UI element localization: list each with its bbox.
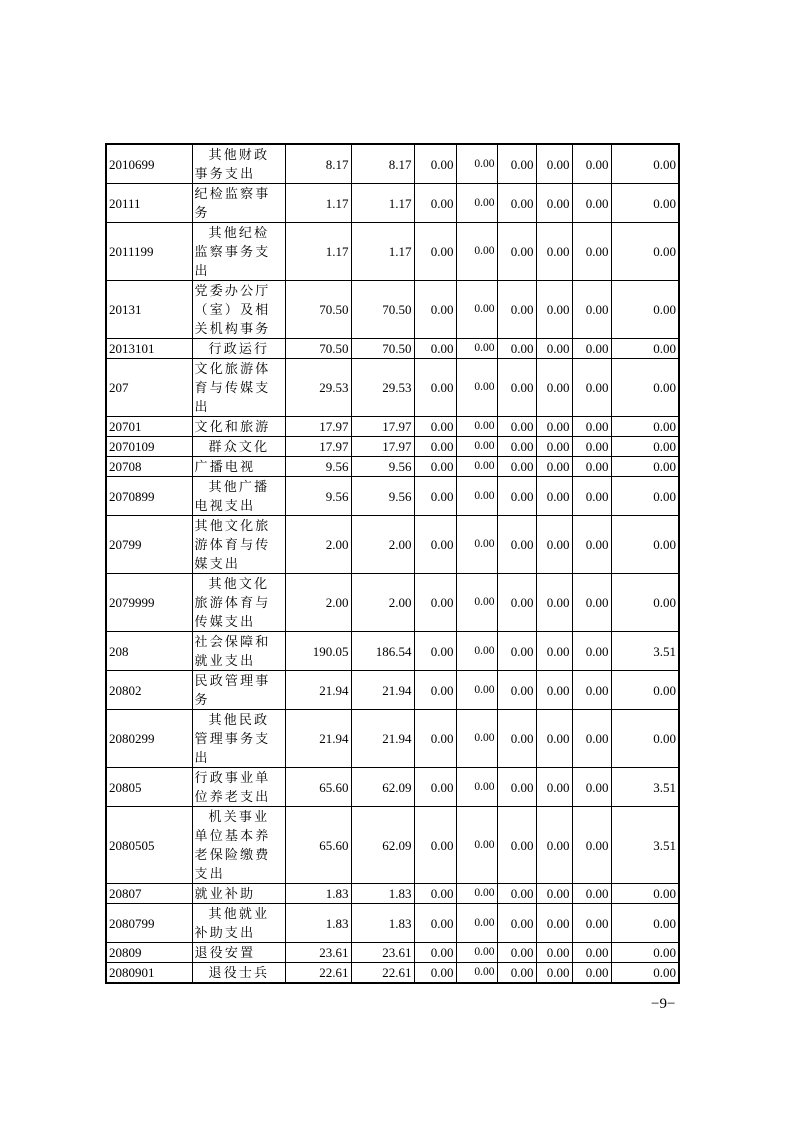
row-value-col-2: 2.00: [351, 516, 414, 574]
row-name: 社会保障和就业支出: [192, 632, 285, 671]
table-row: [106, 437, 679, 457]
page-number: −9−: [651, 996, 676, 1012]
row-value-col-5: 0.00: [497, 184, 536, 223]
row-value-col-1: 9.56: [285, 457, 351, 477]
row-value-col-6: 0.00: [536, 516, 572, 574]
row-name: 其他纪检监察事务支出: [192, 223, 285, 281]
row-value-col-5: 0.00: [497, 671, 536, 710]
row-value-col-7: 0.00: [572, 574, 611, 632]
row-value-col-8: 3.51: [611, 632, 679, 671]
row-value-col-5: 0.00: [497, 904, 536, 943]
row-code: 2079999: [106, 574, 192, 632]
row-value-col-6: 0.00: [536, 437, 572, 457]
row-value-col-5: 0.00: [497, 807, 536, 884]
row-value-col-8: 0.00: [611, 516, 679, 574]
table-row: [106, 943, 679, 963]
row-value-col-7: 0.00: [572, 943, 611, 963]
row-name: 其他广播电视支出: [192, 477, 285, 516]
row-value-col-6: 0.00: [536, 904, 572, 943]
row-code: 208: [106, 632, 192, 671]
row-value-col-8: 0.00: [611, 437, 679, 457]
row-value-col-1: 22.61: [285, 963, 351, 984]
table-row: [106, 477, 679, 516]
budget-table: [105, 143, 680, 984]
row-name: 党委办公厅（室）及相关机构事务: [192, 281, 285, 339]
row-value-col-2: 70.50: [351, 339, 414, 359]
row-value-col-2: 70.50: [351, 281, 414, 339]
row-value-col-7: 0.00: [572, 359, 611, 417]
row-value-col-8: 0.00: [611, 359, 679, 417]
row-value-col-5: 0.00: [497, 768, 536, 807]
row-name: 其他财政事务支出: [192, 144, 285, 184]
row-value-col-2: 9.56: [351, 457, 414, 477]
row-value-col-3: 0.00: [414, 632, 456, 671]
row-value-col-8: 0.00: [611, 963, 679, 984]
row-value-col-8: 0.00: [611, 184, 679, 223]
row-value-col-3: 0.00: [414, 339, 456, 359]
row-value-col-2: 1.83: [351, 884, 414, 904]
row-value-col-2: 22.61: [351, 963, 414, 984]
row-code: 2013101: [106, 339, 192, 359]
row-value-col-3: 0.00: [414, 574, 456, 632]
row-value-col-5: 0.00: [497, 710, 536, 768]
row-value-col-3: 0.00: [414, 359, 456, 417]
row-code: 207: [106, 359, 192, 417]
row-value-col-7: 0.00: [572, 671, 611, 710]
row-value-col-1: 2.00: [285, 516, 351, 574]
row-value-col-7: 0.00: [572, 339, 611, 359]
row-value-col-2: 1.17: [351, 184, 414, 223]
row-value-col-2: 1.17: [351, 223, 414, 281]
row-name: 群众文化: [192, 437, 285, 457]
row-value-col-5: 0.00: [497, 437, 536, 457]
row-value-col-2: 9.56: [351, 477, 414, 516]
row-value-col-1: 190.05: [285, 632, 351, 671]
table-row: [106, 884, 679, 904]
row-value-col-8: 0.00: [611, 574, 679, 632]
row-value-col-5: 0.00: [497, 339, 536, 359]
row-value-col-5: 0.00: [497, 359, 536, 417]
table-row: [106, 223, 679, 281]
table-row: [106, 671, 679, 710]
row-code: 20799: [106, 516, 192, 574]
row-value-col-3: 0.00: [414, 437, 456, 457]
row-value-col-3: 0.00: [414, 710, 456, 768]
row-value-col-6: 0.00: [536, 768, 572, 807]
row-value-col-7: 0.00: [572, 477, 611, 516]
row-name: 行政运行: [192, 339, 285, 359]
row-value-col-4: 0.00: [456, 963, 497, 984]
row-name: 广播电视: [192, 457, 285, 477]
row-value-col-6: 0.00: [536, 574, 572, 632]
row-value-col-2: 2.00: [351, 574, 414, 632]
row-value-col-3: 0.00: [414, 417, 456, 437]
row-value-col-4: 0.00: [456, 437, 497, 457]
row-value-col-4: 0.00: [456, 516, 497, 574]
row-value-col-8: 0.00: [611, 710, 679, 768]
row-value-col-8: 0.00: [611, 223, 679, 281]
row-value-col-8: 0.00: [611, 671, 679, 710]
row-code: 2011199: [106, 223, 192, 281]
row-name: 其他民政管理事务支出: [192, 710, 285, 768]
row-value-col-1: 9.56: [285, 477, 351, 516]
row-value-col-4: 0.00: [456, 223, 497, 281]
table-body: [106, 144, 679, 983]
table-row: [106, 516, 679, 574]
row-name: 退役士兵: [192, 963, 285, 984]
row-value-col-6: 0.00: [536, 223, 572, 281]
row-value-col-3: 0.00: [414, 477, 456, 516]
row-value-col-2: 1.83: [351, 904, 414, 943]
row-value-col-4: 0.00: [456, 184, 497, 223]
row-value-col-7: 0.00: [572, 904, 611, 943]
row-value-col-6: 0.00: [536, 671, 572, 710]
row-value-col-1: 17.97: [285, 437, 351, 457]
row-name: 文化和旅游: [192, 417, 285, 437]
row-value-col-1: 17.97: [285, 417, 351, 437]
row-value-col-1: 21.94: [285, 710, 351, 768]
row-value-col-3: 0.00: [414, 671, 456, 710]
row-name: 纪检监察事务: [192, 184, 285, 223]
row-value-col-2: 23.61: [351, 943, 414, 963]
row-value-col-6: 0.00: [536, 359, 572, 417]
row-value-col-2: 186.54: [351, 632, 414, 671]
table-row: [106, 144, 679, 184]
row-value-col-1: 23.61: [285, 943, 351, 963]
row-value-col-7: 0.00: [572, 144, 611, 184]
row-value-col-7: 0.00: [572, 884, 611, 904]
row-name: 其他就业补助支出: [192, 904, 285, 943]
row-value-col-4: 0.00: [456, 144, 497, 184]
row-value-col-4: 0.00: [456, 632, 497, 671]
table-row: [106, 574, 679, 632]
row-name: 文化旅游体育与传媒支出: [192, 359, 285, 417]
row-value-col-5: 0.00: [497, 574, 536, 632]
row-value-col-6: 0.00: [536, 477, 572, 516]
row-value-col-6: 0.00: [536, 144, 572, 184]
row-value-col-6: 0.00: [536, 281, 572, 339]
row-name: 民政管理事务: [192, 671, 285, 710]
row-value-col-4: 0.00: [456, 943, 497, 963]
row-value-col-4: 0.00: [456, 710, 497, 768]
row-value-col-1: 1.17: [285, 184, 351, 223]
row-name: 其他文化旅游体育与传媒支出: [192, 516, 285, 574]
row-value-col-6: 0.00: [536, 710, 572, 768]
table-row: [106, 359, 679, 417]
row-value-col-2: 21.94: [351, 671, 414, 710]
row-value-col-5: 0.00: [497, 963, 536, 984]
row-code: 20805: [106, 768, 192, 807]
row-value-col-8: 3.51: [611, 768, 679, 807]
row-value-col-5: 0.00: [497, 144, 536, 184]
row-value-col-7: 0.00: [572, 457, 611, 477]
row-value-col-5: 0.00: [497, 477, 536, 516]
row-value-col-3: 0.00: [414, 904, 456, 943]
row-value-col-3: 0.00: [414, 807, 456, 884]
row-value-col-7: 0.00: [572, 417, 611, 437]
row-value-col-3: 0.00: [414, 457, 456, 477]
row-value-col-4: 0.00: [456, 807, 497, 884]
row-value-col-5: 0.00: [497, 632, 536, 671]
row-value-col-5: 0.00: [497, 943, 536, 963]
row-value-col-1: 1.83: [285, 884, 351, 904]
row-value-col-2: 62.09: [351, 807, 414, 884]
row-code: 20809: [106, 943, 192, 963]
row-value-col-2: 8.17: [351, 144, 414, 184]
row-value-col-1: 70.50: [285, 281, 351, 339]
row-value-col-2: 29.53: [351, 359, 414, 417]
table-row: [106, 339, 679, 359]
table-row: [106, 963, 679, 984]
row-value-col-4: 0.00: [456, 574, 497, 632]
row-value-col-1: 1.17: [285, 223, 351, 281]
row-value-col-3: 0.00: [414, 144, 456, 184]
row-value-col-8: 0.00: [611, 943, 679, 963]
row-value-col-7: 0.00: [572, 184, 611, 223]
row-code: 20802: [106, 671, 192, 710]
row-value-col-1: 2.00: [285, 574, 351, 632]
row-value-col-5: 0.00: [497, 417, 536, 437]
row-value-col-4: 0.00: [456, 477, 497, 516]
row-value-col-6: 0.00: [536, 417, 572, 437]
row-value-col-4: 0.00: [456, 904, 497, 943]
row-name: 其他文化旅游体育与传媒支出: [192, 574, 285, 632]
row-code: 2070899: [106, 477, 192, 516]
row-value-col-8: 0.00: [611, 457, 679, 477]
row-value-col-3: 0.00: [414, 516, 456, 574]
row-value-col-5: 0.00: [497, 223, 536, 281]
row-name: 机关事业单位基本养老保险缴费支出: [192, 807, 285, 884]
row-code: 2080505: [106, 807, 192, 884]
row-code: 20807: [106, 884, 192, 904]
row-value-col-1: 29.53: [285, 359, 351, 417]
row-value-col-6: 0.00: [536, 457, 572, 477]
row-value-col-3: 0.00: [414, 223, 456, 281]
row-value-col-5: 0.00: [497, 281, 536, 339]
row-value-col-7: 0.00: [572, 223, 611, 281]
row-value-col-7: 0.00: [572, 963, 611, 984]
row-code: 2080799: [106, 904, 192, 943]
row-value-col-2: 17.97: [351, 417, 414, 437]
table-row: [106, 184, 679, 223]
row-value-col-4: 0.00: [456, 281, 497, 339]
row-value-col-7: 0.00: [572, 710, 611, 768]
row-value-col-7: 0.00: [572, 437, 611, 457]
row-value-col-6: 0.00: [536, 963, 572, 984]
row-value-col-7: 0.00: [572, 807, 611, 884]
table-row: [106, 457, 679, 477]
row-value-col-8: 0.00: [611, 281, 679, 339]
row-value-col-1: 1.83: [285, 904, 351, 943]
row-value-col-2: 17.97: [351, 437, 414, 457]
row-name: 就业补助: [192, 884, 285, 904]
row-value-col-1: 8.17: [285, 144, 351, 184]
row-value-col-6: 0.00: [536, 632, 572, 671]
row-name: 退役安置: [192, 943, 285, 963]
row-value-col-1: 65.60: [285, 807, 351, 884]
row-value-col-3: 0.00: [414, 884, 456, 904]
table-row: [106, 281, 679, 339]
row-value-col-3: 0.00: [414, 943, 456, 963]
row-value-col-8: 0.00: [611, 904, 679, 943]
row-code: 2080901: [106, 963, 192, 984]
row-value-col-1: 21.94: [285, 671, 351, 710]
row-value-col-5: 0.00: [497, 457, 536, 477]
row-value-col-4: 0.00: [456, 457, 497, 477]
row-value-col-4: 0.00: [456, 339, 497, 359]
row-value-col-5: 0.00: [497, 884, 536, 904]
row-value-col-7: 0.00: [572, 768, 611, 807]
row-value-col-4: 0.00: [456, 671, 497, 710]
row-value-col-7: 0.00: [572, 516, 611, 574]
row-code: 2070109: [106, 437, 192, 457]
row-value-col-8: 0.00: [611, 144, 679, 184]
row-value-col-8: 0.00: [611, 884, 679, 904]
row-value-col-4: 0.00: [456, 884, 497, 904]
row-value-col-6: 0.00: [536, 339, 572, 359]
row-value-col-7: 0.00: [572, 281, 611, 339]
row-name: 行政事业单位养老支出: [192, 768, 285, 807]
row-code: 20111: [106, 184, 192, 223]
row-value-col-8: 0.00: [611, 417, 679, 437]
row-code: 2010699: [106, 144, 192, 184]
table-row: [106, 807, 679, 884]
row-value-col-4: 0.00: [456, 359, 497, 417]
row-code: 20701: [106, 417, 192, 437]
row-value-col-4: 0.00: [456, 768, 497, 807]
row-value-col-3: 0.00: [414, 963, 456, 984]
table-row: [106, 417, 679, 437]
row-value-col-6: 0.00: [536, 884, 572, 904]
row-value-col-6: 0.00: [536, 807, 572, 884]
row-value-col-8: 0.00: [611, 339, 679, 359]
table-row: [106, 904, 679, 943]
row-value-col-1: 70.50: [285, 339, 351, 359]
row-code: 2080299: [106, 710, 192, 768]
row-value-col-5: 0.00: [497, 516, 536, 574]
row-value-col-7: 0.00: [572, 632, 611, 671]
row-value-col-2: 21.94: [351, 710, 414, 768]
row-value-col-4: 0.00: [456, 417, 497, 437]
row-value-col-3: 0.00: [414, 281, 456, 339]
row-value-col-3: 0.00: [414, 768, 456, 807]
row-value-col-2: 62.09: [351, 768, 414, 807]
row-value-col-6: 0.00: [536, 184, 572, 223]
row-value-col-1: 65.60: [285, 768, 351, 807]
row-value-col-8: 0.00: [611, 477, 679, 516]
table-row: [106, 710, 679, 768]
row-value-col-6: 0.00: [536, 943, 572, 963]
row-code: 20708: [106, 457, 192, 477]
table-row: [106, 768, 679, 807]
row-value-col-8: 3.51: [611, 807, 679, 884]
row-value-col-3: 0.00: [414, 184, 456, 223]
table-row: [106, 632, 679, 671]
row-code: 20131: [106, 281, 192, 339]
